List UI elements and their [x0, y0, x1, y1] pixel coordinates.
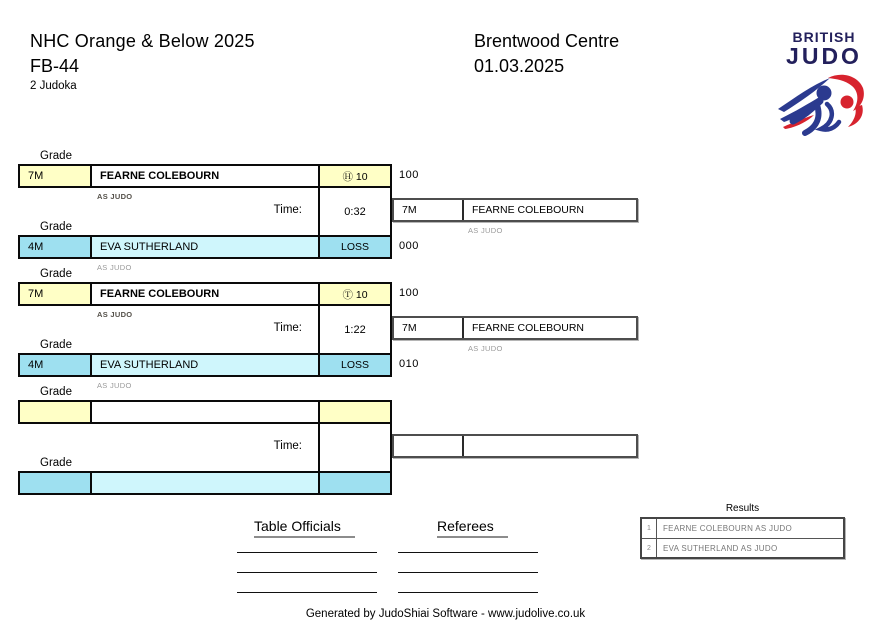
competitor-name-cell: FEARNE COLEBOURN	[92, 282, 318, 306]
winner-club-label: AS JUDO	[468, 344, 503, 353]
result-competitor: FEARNE COLEBOURN AS JUDO	[663, 524, 793, 533]
bracket-row-white	[18, 400, 392, 424]
grade-label: Grade	[40, 268, 72, 280]
result-cell	[318, 471, 392, 495]
signature-line	[237, 592, 377, 593]
british-judo-logo	[772, 30, 876, 137]
winner-grade-cell: 7M	[394, 200, 464, 220]
logo-text-british: BRITISH	[792, 29, 856, 45]
competitor-name-cell: FEARNE COLEBOURN	[92, 164, 318, 188]
result-cell: Ⓗ 10	[318, 164, 392, 188]
winner-name-cell: FEARNE COLEBOURN	[472, 322, 585, 334]
bracket-row-blue	[18, 235, 392, 259]
winner-club-label: AS JUDO	[468, 226, 503, 235]
winner-grade-cell: 7M	[394, 318, 464, 338]
grade-cell: 7M	[18, 164, 92, 188]
winner-name-cell: FEARNE COLEBOURN	[472, 204, 585, 216]
club-label: AS JUDO	[97, 381, 132, 390]
bracket-row-white	[18, 282, 392, 306]
grade-label: Grade	[40, 457, 72, 469]
competitor-name-cell: EVA SUTHERLAND	[92, 235, 318, 259]
grade-cell: 4M	[18, 235, 92, 259]
club-label: AS JUDO	[97, 192, 133, 201]
bracket-match-3	[18, 386, 658, 510]
tournament-title: NHC Orange & Below 2025	[30, 31, 255, 51]
signature-line	[398, 552, 538, 553]
results-title: Results	[725, 503, 760, 514]
referees-heading: Referees	[437, 518, 508, 538]
table-officials-heading: Table Officials	[254, 518, 355, 538]
result-competitor: EVA SUTHERLAND AS JUDO	[663, 543, 778, 553]
result-rank: 2	[642, 539, 657, 557]
result-cell: LOSS	[318, 235, 392, 259]
bracket-row-blue	[18, 471, 392, 495]
score-code: 100	[399, 287, 419, 299]
winner-grade-cell	[394, 436, 464, 456]
time-cell	[318, 188, 392, 235]
winner-box	[392, 434, 638, 458]
result-rank: 1	[642, 519, 657, 538]
time-label: Time:	[273, 204, 302, 216]
club-label: AS JUDO	[97, 310, 133, 319]
logo-text-judo: JUDO	[786, 43, 862, 69]
category-code: FB-44	[30, 56, 80, 76]
grade-label: Grade	[40, 339, 72, 351]
bracket-row-white	[18, 164, 392, 188]
time-cell	[318, 306, 392, 353]
result-cell: Ⓣ 10	[318, 282, 392, 306]
judo-figures-icon	[776, 71, 872, 137]
time-label: Time:	[273, 322, 302, 334]
score-code: 100	[399, 169, 419, 181]
club-label: AS JUDO	[97, 263, 132, 272]
bracket-match-1	[18, 150, 658, 274]
grade-cell: 7M	[18, 282, 92, 306]
competitor-name-cell: EVA SUTHERLAND	[92, 353, 318, 377]
score-code: 000	[399, 240, 419, 252]
signature-line	[398, 572, 538, 573]
time-label: Time:	[273, 440, 302, 452]
grade-label: Grade	[40, 386, 72, 398]
winner-name-cell	[464, 436, 636, 456]
grade-cell	[18, 400, 92, 424]
event-date: 01.03.2025	[474, 56, 565, 76]
result-row	[642, 538, 843, 557]
judoka-count: 2 Judoka	[30, 80, 77, 92]
bracket-row-blue	[18, 353, 392, 377]
grade-cell: 4M	[18, 353, 92, 377]
results-table	[640, 517, 845, 559]
winner-box	[392, 316, 638, 340]
time-cell	[318, 424, 392, 471]
signature-line	[398, 592, 538, 593]
generator-credit: Generated by JudoShiai Software - www.judolive.co.uk	[305, 608, 586, 620]
time-value: 1:22	[344, 323, 366, 336]
grade-label: Grade	[40, 150, 72, 162]
winner-box	[392, 198, 638, 222]
result-cell	[318, 400, 392, 424]
result-row	[642, 519, 843, 538]
bracket-match-2	[18, 268, 658, 392]
result-cell: LOSS	[318, 353, 392, 377]
grade-cell	[18, 471, 92, 495]
grade-label: Grade	[40, 221, 72, 233]
signature-line	[237, 572, 377, 573]
competitor-name-cell	[92, 471, 318, 495]
time-value: 0:32	[344, 205, 366, 218]
competitor-name-cell	[92, 400, 318, 424]
signature-line	[237, 552, 377, 553]
venue-name: Brentwood Centre	[474, 31, 620, 51]
score-code: 010	[399, 358, 419, 370]
